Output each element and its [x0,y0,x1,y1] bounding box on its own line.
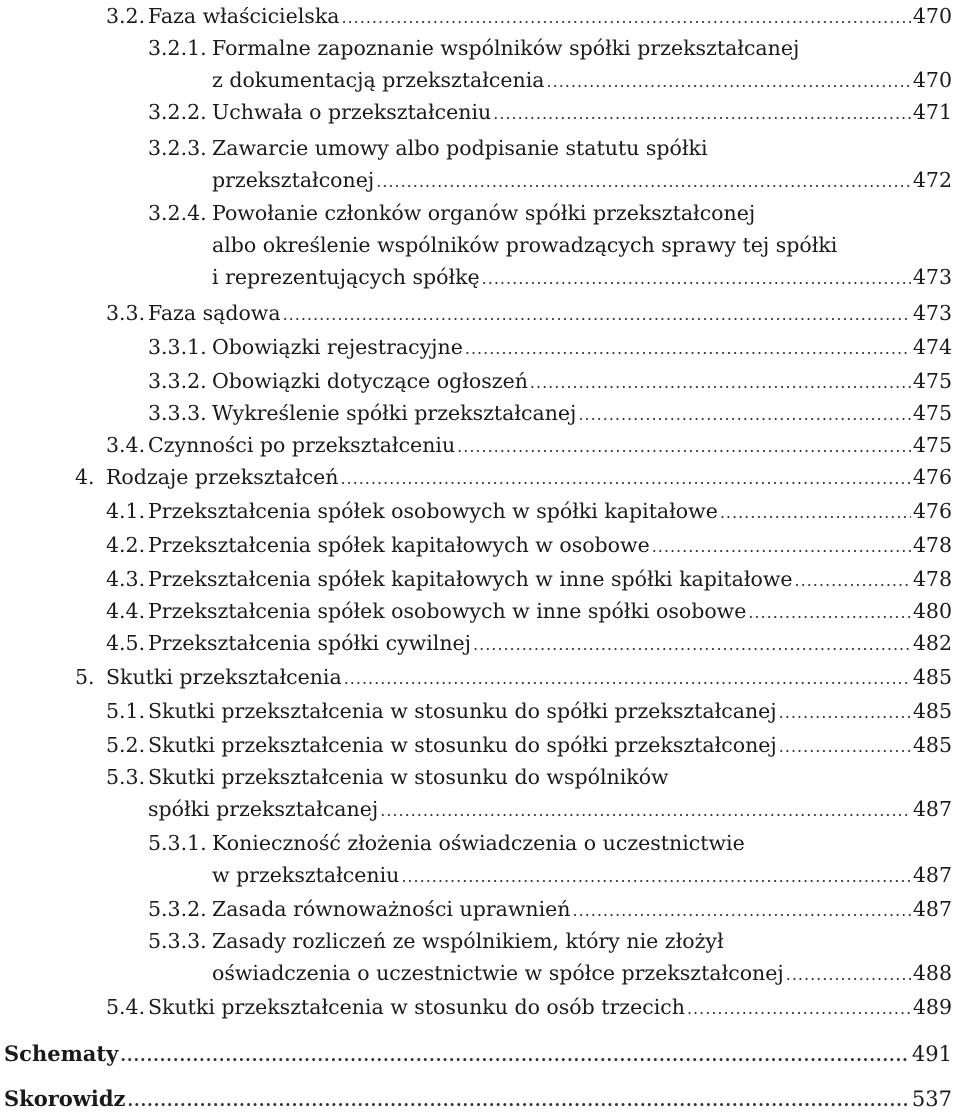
toc-entry[interactable] [75,663,952,691]
dot-leader [473,631,911,659]
toc-entry-page: 482 [912,631,952,655]
toc-entry-continuation[interactable] [212,166,952,194]
toc-entry[interactable] [106,497,952,525]
toc-entry-title: Wykreślenie spółki przekształcanej [212,401,577,425]
toc-entry-number: 3.2.3. [148,136,207,160]
toc-entry-page: 487 [912,797,952,821]
toc-entry-number: 5.3.1. [148,831,207,855]
toc-entry-page: 485 [912,733,952,757]
toc-entry-title: Skutki przekształcenia w stosunku do spółki przekształcanej [148,699,777,723]
dot-leader [340,465,910,493]
toc-entry-number: 3.3.3. [148,401,207,425]
toc-entry-title: Rodzaje przekształceń [106,465,339,489]
toc-entry-title: Skorowidz [4,1086,126,1111]
toc-entry-number: 3.2. [106,4,146,28]
toc-entry-title: Formalne zapoznanie wspólników spółki przekształcanej [212,36,800,60]
toc-entry-page: 471 [912,100,952,124]
dot-leader [687,995,911,1023]
toc-entry[interactable] [75,463,952,491]
toc-entry-title: Uchwała o przekształceniu [212,100,492,124]
toc-entry-title: Przekształcenia spółek kapitałowych w osobowe [148,533,650,557]
toc-entry-title: Schematy [4,1041,119,1066]
dot-leader [786,961,911,989]
toc-entry-page: 470 [912,68,952,92]
toc-entry[interactable] [148,34,952,62]
toc-entry-page: 485 [912,699,952,723]
toc-entry-number: 5.3. [106,765,146,789]
dot-leader [493,100,911,128]
dot-leader [720,499,911,527]
toc-entry[interactable] [148,829,952,857]
toc-entry-schematy[interactable] [4,1040,952,1068]
toc-entry-page: 488 [912,961,952,985]
toc-entry-continuation[interactable] [212,861,952,889]
toc-entry-number: 5.3.2. [148,897,207,921]
toc-entry-title: Skutki przekształcenia w stosunku do osób trzecich [148,995,685,1019]
toc-entry[interactable] [148,333,952,361]
toc-entry-title: Zawarcie umowy albo podpisanie statutu spółki [212,136,708,160]
toc-entry-number: 3.3. [106,301,146,325]
toc-entry-number: 3.2.1. [148,36,207,60]
toc-entry-title: Faza właścicielska [148,4,340,28]
toc-entry-title: Przekształcenia spółki cywilnej [148,631,472,655]
toc-entry[interactable] [106,993,952,1021]
toc-entry-page: 475 [912,401,952,425]
toc-entry[interactable] [106,531,952,559]
toc-entry-page: 487 [912,863,952,887]
toc-entry-continuation[interactable] [148,795,952,823]
toc-entry-skorowidz[interactable] [4,1085,952,1113]
toc-entry-title: Obowiązki rejestracyjne [212,335,463,359]
toc-entry-title: Skutki przekształcenia w stosunku do spółki przekształconej [148,733,777,757]
toc-entry-page: 476 [912,465,952,489]
toc-entry[interactable] [148,927,952,955]
toc-entry[interactable] [106,2,952,30]
toc-entry-title: oświadczenia o uczestnictwie w spółce przekształconej [212,961,784,985]
toc-entry-title: Skutki przekształcenia [106,665,342,689]
toc-entry-number: 4.2. [106,533,146,557]
dot-leader [344,665,911,693]
dot-leader [465,335,911,363]
toc-entry[interactable] [148,895,952,923]
toc-entry-title: Powołanie członków organów spółki przekształconej [212,201,756,225]
toc-entry[interactable] [106,299,952,327]
dot-leader [795,567,911,595]
toc-entry-number: 5. [75,665,95,689]
dot-leader [376,168,911,196]
toc-entry-page: 475 [912,369,952,393]
toc-entry[interactable] [148,98,952,126]
toc-entry-continuation[interactable] [212,231,952,259]
toc-entry[interactable] [148,367,952,395]
toc-entry-number: 3.3.2. [148,369,207,393]
toc-entry-title: Czynności po przekształceniu [148,433,456,457]
toc-entry-page: 472 [912,168,952,192]
toc-entry[interactable] [106,763,952,791]
toc-entry-title: Przekształcenia spółek osobowych w spółki kapitałowe [148,499,718,523]
toc-entry[interactable] [148,134,952,162]
toc-entry-page: 537 [911,1087,952,1111]
toc-entry-title: Zasady rozliczeń ze wspólnikiem, który nie złożył [212,929,724,953]
dot-leader [547,68,911,96]
toc-entry-number: 4.4. [106,599,146,623]
toc-entry[interactable] [106,697,952,725]
toc-entry-number: 5.2. [106,733,146,757]
toc-entry-number: 4.3. [106,567,146,591]
toc-entry-number: 3.2.4. [148,201,207,225]
toc-entry-page: 485 [912,665,952,689]
toc-entry-title: Obowiązki dotyczące ogłoszeń [212,369,528,393]
dot-leader [380,797,911,825]
dot-leader [457,433,911,461]
toc-entry-title: albo określenie wspólników prowadzących sprawy tej spółki [212,233,838,257]
toc-entry-number: 3.3.1. [148,335,207,359]
toc-entry-continuation[interactable] [212,66,952,94]
toc-entry-page: 478 [912,567,952,591]
toc-entry-title: Konieczność złożenia oświadczenia o uczestnictwie [212,831,745,855]
dot-leader [779,699,911,727]
toc-entry-page: 475 [912,433,952,457]
toc-entry-number: 5.4. [106,995,146,1019]
toc-entry[interactable] [148,199,952,227]
dot-leader [779,733,911,761]
toc-entry-page: 478 [912,533,952,557]
toc-entry-title: z dokumentacją przekształcenia [212,68,545,92]
toc-entry-number: 4.1. [106,499,146,523]
toc-entry-number: 4.5. [106,631,146,655]
toc-entry[interactable] [148,399,952,427]
toc-entry-page: 487 [912,897,952,921]
toc-entry-title: w przekształceniu [212,863,400,887]
toc-entry-title: Przekształcenia spółek osobowych w inne spółki osobowe [148,599,747,623]
toc-entry-page: 473 [912,265,952,289]
toc-entry-number: 3.4. [106,433,146,457]
toc-entry-number: 3.2.2. [148,100,207,124]
toc-entry-title: i reprezentujących spółkę [212,265,480,289]
dot-leader [578,401,910,429]
dot-leader [120,1042,910,1070]
toc-entry[interactable] [106,431,952,459]
dot-leader [652,533,911,561]
toc-entry-page: 476 [912,499,952,523]
toc-entry-page: 473 [912,301,952,325]
toc-entry[interactable] [106,731,952,759]
toc-entry-number: 5.3.3. [148,929,207,953]
toc-entry-title: spółki przekształcanej [148,797,379,821]
toc-entry-number: 4. [75,465,95,489]
dot-leader [401,863,911,891]
toc-entry-page: 491 [911,1042,952,1066]
toc-entry-title: Skutki przekształcenia w stosunku do wspólników [148,765,669,789]
toc-entry-page: 480 [912,599,952,623]
toc-entry-page: 489 [912,995,952,1019]
toc-entry-title: przekształconej [212,168,375,192]
toc-entry-page: 474 [912,335,952,359]
dot-leader [748,599,911,627]
dot-leader [283,301,911,329]
toc-entry-title: Przekształcenia spółek kapitałowych w inne spółki kapitałowe [148,567,793,591]
toc-entry-page: 470 [912,4,952,28]
dot-leader [482,265,911,293]
dot-leader [572,897,910,925]
toc-entry-continuation[interactable] [212,263,952,291]
dot-leader [530,369,911,397]
dot-leader [127,1087,909,1115]
dot-leader [341,4,910,32]
toc-entry[interactable] [106,597,952,625]
toc-entry-number: 5.1. [106,699,146,723]
toc-entry[interactable] [106,629,952,657]
toc-entry[interactable] [106,565,952,593]
toc-entry-title: Zasada równoważności uprawnień [212,897,571,921]
toc-entry-title: Faza sądowa [148,301,281,325]
toc-entry-continuation[interactable] [212,959,952,987]
